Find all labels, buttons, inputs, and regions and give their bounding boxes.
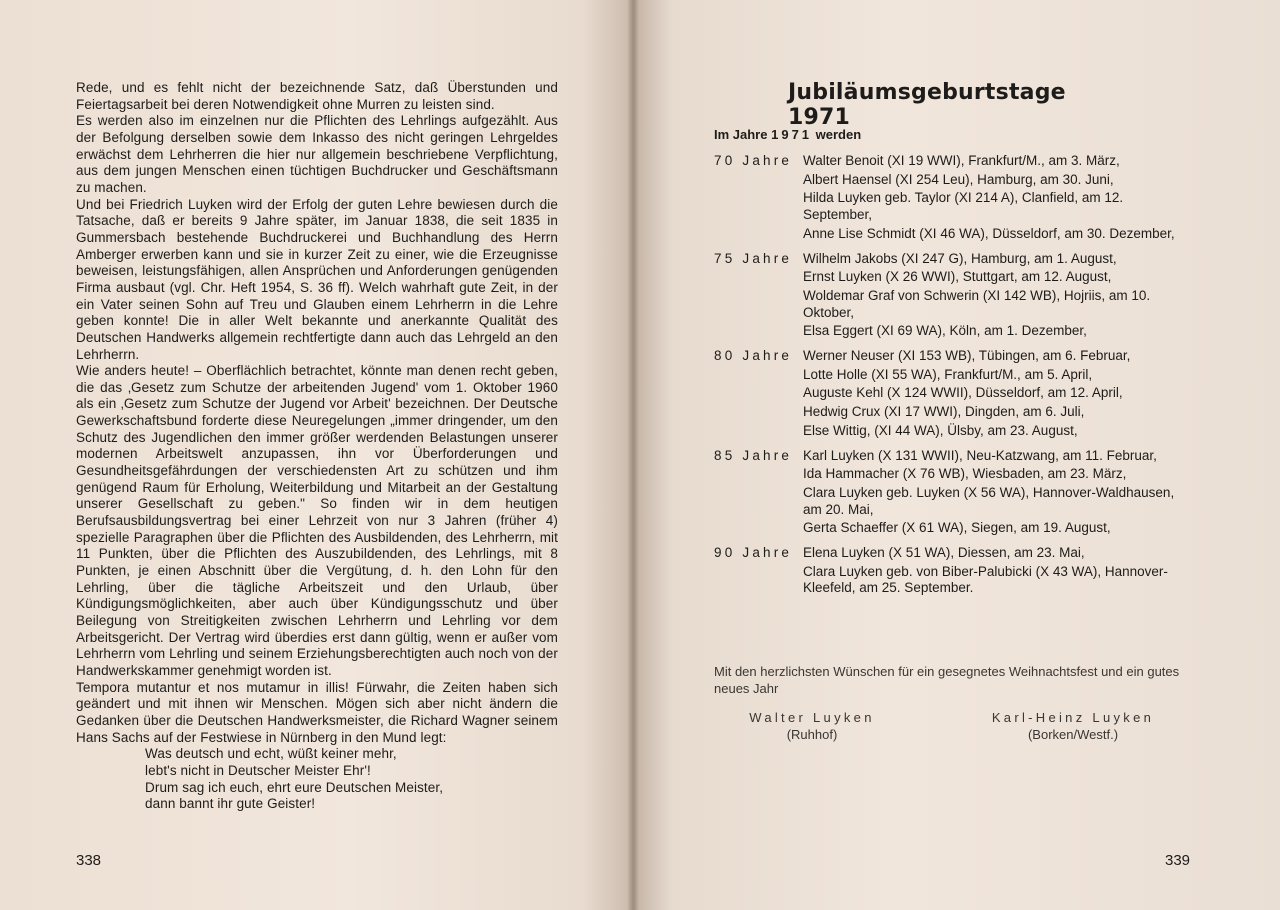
- page-title: Jubiläumsgeburtstage 1971: [788, 80, 1066, 130]
- list-item: Hedwig Crux (XI 17 WWI), Dingden, am 6. Juli,: [803, 404, 1085, 420]
- subheading-prefix: Im Jahre: [714, 127, 768, 142]
- list-item: Walter Benoit (XI 19 WWI), Frankfurt/M., am 3. März,: [803, 153, 1120, 168]
- subheading-suffix: werden: [815, 127, 862, 142]
- signature-name: Walter Luyken: [749, 710, 875, 725]
- birthday-group-75: [714, 251, 1194, 343]
- signature-place: (Ruhhof): [786, 727, 838, 742]
- signature-place: (Borken/Westf.): [1027, 727, 1119, 742]
- birthday-group-90: [714, 545, 1194, 599]
- verse-quote: [145, 746, 558, 813]
- group-label: 85 Jahre: [714, 447, 793, 463]
- subheading-year: 1971: [771, 127, 813, 142]
- list-item: Elsa Eggert (XI 69 WA), Köln, am 1. Dezember,: [803, 323, 1087, 339]
- signature-name: Karl-Heinz Luyken: [991, 710, 1155, 725]
- list-item: Karl Luyken (X 131 WWII), Neu-Katzwang, am 11. Februar,: [803, 447, 1157, 463]
- page-number-left: 338: [76, 852, 102, 869]
- birthday-group-80: [714, 348, 1194, 442]
- list-item: Werner Neuser (XI 153 WB), Tübingen, am 6. Februar,: [803, 348, 1131, 364]
- birthday-list: [714, 153, 1194, 605]
- group-label: 70 Jahre: [714, 153, 793, 168]
- birthday-group-85: [714, 448, 1194, 540]
- list-item: Clara Luyken geb. Luyken (X 56 WA), Hannover-Waldhausen, am 20. Mai,: [803, 484, 1175, 517]
- list-item: Ida Hammacher (X 76 WB), Wiesbaden, am 23. März,: [803, 466, 1127, 482]
- group-label: 90 Jahre: [714, 545, 793, 561]
- left-page-text: [76, 80, 558, 813]
- list-item: Anne Lise Schmidt (XI 46 WA), Düsseldorf, am 30. Dezember,: [803, 225, 1175, 241]
- paragraph: Tempora mutantur et nos mutamur in illis! Fürwahr, die Zeiten haben sich geändert und mit ihnen wir Menschen. Mögen sich aber nicht ändern die Gedanken über die Deutschen Handwerksmeister, die Richard Wagner seinem Hans Sachs auf der Festwiese in Nürnberg in den Mund legt:: [76, 679, 558, 745]
- verse-line: Drum sag ich euch, ehrt eure Deutschen Meister,: [145, 779, 444, 795]
- paragraph: Und bei Friedrich Luyken wird der Erfolg der guten Lehre bewiesen durch die Tatsache, daß er bereits 9 Jahre später, im Januar 1838, die seit 1835 in Gummersbach bestehende Buchdruckerei und Buchhandlung des Herrn Amberger erwerben kann und sie in kurzer Zeit zu einer, wie die Erzeugnisse beweisen, leistungsfähigen, allen Ansprüchen und Anforderungen genügenden Firma ausbaut (vgl. Chr. Heft 1954, S. 36 ff). Welch wahrhaft gute Zeit, in der ein Vater seinen Sohn auf Treu und Glauben einem Lehrherrn in die Lehre geben konnte! Die in aller Welt bekannte und anerkannte Qualität des Deutschen Handwerks allgemein rechtfertigte dann auch das Lehrgeld an den Lehrherrn.: [76, 196, 558, 362]
- list-item: Elena Luyken (X 51 WA), Diessen, am 23. Mai,: [803, 545, 1085, 561]
- subheading: [714, 127, 861, 142]
- left-page: [0, 0, 634, 910]
- birthday-group-70: [714, 153, 1194, 245]
- list-item: Lotte Holle (XI 55 WA), Frankfurt/M., am 5. April,: [803, 366, 1093, 382]
- list-item: Ernst Luyken (X 26 WWI), Stuttgart, am 12. August,: [803, 269, 1112, 285]
- verse-line: dann bannt ihr gute Geister!: [145, 796, 316, 812]
- list-item: Auguste Kehl (X 124 WWII), Düsseldorf, am 12. April,: [803, 385, 1123, 401]
- list-item: Wilhelm Jakobs (XI 247 G), Hamburg, am 1. August,: [803, 250, 1117, 266]
- list-item: Hilda Luyken geb. Taylor (XI 214 A), Clanfield, am 12. September,: [803, 190, 1124, 223]
- signature-walter: [742, 709, 882, 743]
- greeting-text: Mit den herzlichsten Wünschen für ein gesegnetes Weihnachtsfest und ein gutes neues Jahr: [714, 664, 1180, 696]
- list-item: Else Wittig, (XI 44 WA), Ülsby, am 23. August,: [803, 422, 1078, 438]
- verse-line: lebt's nicht in Deutscher Meister Ehr'!: [145, 762, 371, 778]
- signature-karl-heinz: [983, 709, 1163, 743]
- paragraph: Rede, und es fehlt nicht der bezeichnende Satz, daß Überstunden und Feiertagsarbeit bei deren Notwendigkeit ohne Murren zu leisten sind.: [76, 80, 558, 112]
- list-item: Albert Haensel (XI 254 Leu), Hamburg, am 30. Juni,: [803, 171, 1114, 187]
- list-item: Gerta Schaeffer (X 61 WA), Siegen, am 19. August,: [803, 520, 1111, 536]
- paragraph: Wie anders heute! – Oberflächlich betrachtet, könnte man denen recht geben, die das ‚Gesetz zum Schutze der arbeitenden Jugend' vom 1. Oktober 1960 als ein ‚Gesetz zum Schutze der Jugend vor Arbeit' bezeichnen. Der Deutsche Gewerkschaftsbund forderte diese Neuregelungen „immer dringender, um den Schutz des Jugendlichen den immer größer werdenden Belastungen unserer modernen Arbeitswelt anzupassen, ihn vor Überforderungen und Gesundheitsgefährdungen der verschiedensten Art zu schützen und ihm genügend Raum für Erholung, Weiterbildung und Mitarbeit an der Gestaltung unserer Gesellschaft zu geben." So finden wir in dem heutigen Berufsausbildungsvertrag bei einer Lehrzeit von nur 3 Jahren (früher 4) spezielle Paragraphen über die Pflichten des Ausbildenden, des Lehrherrn, mit 11 Punkten, über die Pflichten des Auszubildenden, des Lehrlings, mit 8 Punkten, je einen Abschnitt über die Vergütung, d. h. den Lohn für den Lehrling, über die tägliche Arbeitszeit und den Urlaub, über Kündigungsmöglichkeiten, aber auch über Kündigungsschutz und über Beilegung von Streitigkeiten zwischen Lehrherrn und Lehrling vor dem Arbeitsgericht. Der Vertrag wird überdies erst dann gültig, wenn er außer vom Lehrherrn vom Lehrling und seinem Erziehungsberechtigten auch noch von der Handwerkskammer genehmigt worden ist.: [76, 363, 558, 678]
- page-number-right: 339: [1165, 852, 1191, 869]
- group-label: 80 Jahre: [714, 348, 793, 364]
- book-gutter: [627, 0, 639, 910]
- list-item: Clara Luyken geb. von Biber-Palubicki (X 43 WA), Hannover-Kleefeld, am 25. September.: [803, 563, 1168, 596]
- paragraph: Es werden also im einzelnen nur die Pflichten des Lehrlings aufgezählt. Aus der Befolgung derselben sowie dem Inkasso des nicht geringen Lehrgeldes erwächst dem Lehrherren die hier nur allgemein beschriebene Verpflichtung, aus dem jungen Menschen einen tüchtigen Buchdrucker und Geschäftsmann zu machen.: [76, 113, 558, 195]
- list-item: Woldemar Graf von Schwerin (XI 142 WB), Hojriis, am 10. Oktober,: [803, 287, 1151, 320]
- verse-line: Was deutsch und echt, wüßt keiner mehr,: [145, 746, 397, 762]
- group-label: 75 Jahre: [714, 250, 793, 266]
